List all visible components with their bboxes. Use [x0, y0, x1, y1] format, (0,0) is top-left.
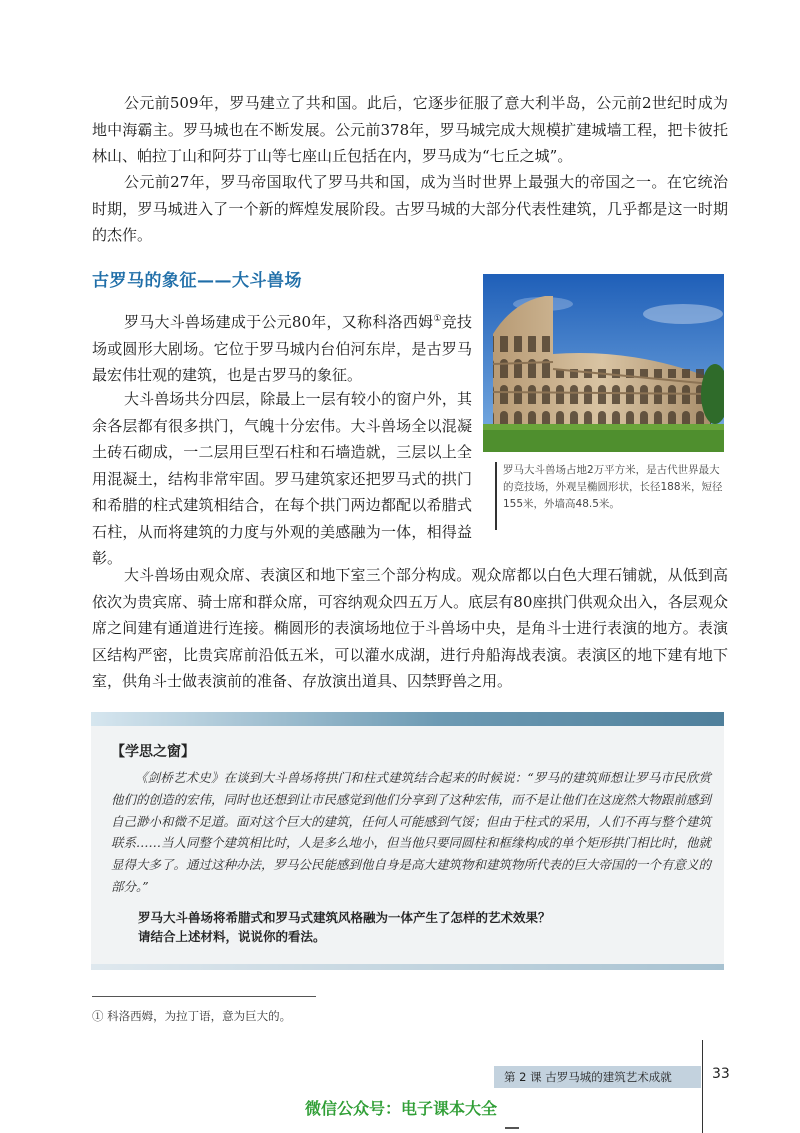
- footnote-marker[interactable]: ①: [433, 314, 442, 324]
- caption-bar: [495, 462, 497, 530]
- watermark: 微信公众号：电子课本大全: [305, 1099, 498, 1118]
- colosseum-paragraph-2: 大斗兽场共分四层，除最上一层有较小的窗户外，其余各层都有很多拱门，气魄十分宏伟。大斗兽场全以混凝土砖石砌成，一二层用巨型石柱和石墙造就，三层以上全用混凝土，结构非常牢固。罗马建筑家还把罗马式的拱门和希腊的柱式建筑相结合，在每个拱门两边都配以希腊式石柱，从而将建筑的力度与外观的美感融为一体，相得益彰。: [92, 390, 472, 567]
- colosseum-paragraph-1: [92, 306, 472, 389]
- study-box-header-bar: [91, 712, 724, 726]
- bottom-dash: [505, 1127, 519, 1129]
- footnote: ① 科洛西姆，为拉丁语，意为巨大的。: [92, 1009, 292, 1023]
- section-title: 古罗马的象征——大斗兽场: [92, 271, 302, 291]
- colosseum-paragraph-1-text: 罗马大斗兽场建成于公元80年，又称科洛西姆: [124, 313, 434, 331]
- study-box-title: 【学思之窗】: [111, 744, 195, 760]
- study-box-question-1: 罗马大斗兽场将希腊式和罗马式建筑风格融为一体产生了怎样的艺术效果？: [138, 910, 551, 925]
- footnote-divider: [92, 996, 316, 997]
- study-box-bottom-bar: [91, 964, 724, 970]
- intro-paragraph-2: 公元前27年，罗马帝国取代了罗马共和国，成为当时世界上最强大的帝国之一。在它统治时期，罗马城进入了一个新的辉煌发展阶段。古罗马城的大部分代表性建筑，几乎都是这一时期的杰作。: [92, 173, 728, 244]
- colosseum-paragraph-1-rest: 竞技场或圆形大剧场。它位于罗马城内台伯河东岸，是古罗马最宏伟壮观的建筑，也是古罗马的象征。: [92, 313, 472, 384]
- study-box-question-2: 请结合上述材料，说说你的看法。: [138, 929, 326, 944]
- footer-lesson-label: 第 2 课 古罗马城的建筑艺术成就: [504, 1070, 672, 1084]
- colosseum-paragraph-3: 大斗兽场由观众席、表演区和地下室三个部分构成。观众席都以白色大理石铺就，从低到高依次为贵宾席、骑士席和群众席，可容纳观众四五万人。底层有80座拱门供观众出入，各层观众席之间建有通道进行连接。椭圆形的表演场地位于斗兽场中央，是角斗士进行表演的地方。表演区结构严密，比贵宾席前沿低五米，可以灌水成湖，进行舟船海战表演。表演区的地下建有地下室，供角斗士做表演前的准备、存放演出道具、囚禁野兽之用。: [92, 566, 728, 690]
- study-box-quote: 《剑桥艺术史》在谈到大斗兽场将拱门和柱式建筑结合起来的时候说：“罗马的建筑师想让罗马市民欣赏他们的创造的宏伟，同时也还想到让市民感觉到他们分享到了这种宏伟，而不是让他们在这庞然大物跟前感到自己渺小和微不足道。面对这个巨大的建筑，任何人可能感到气馁；但由于柱式的采用，人们不再与整个建筑联系……当人同整个建筑相比时，人是多么地小，但当他只要同圆柱和框缘构成的单个矩形拱门相比时，他就显得大多了。通过这种办法，罗马公民能感到他自身是高大建筑物和建筑物所代表的巨大帝国的一个有意义的部分。”: [111, 770, 712, 894]
- study-box-questions: [138, 908, 698, 946]
- photo-caption: 罗马大斗兽场占地2万平方米，是古代世界最大的竞技场，外观呈椭圆形状，长径188米，短径155米，外墙高48.5米。: [503, 464, 723, 510]
- study-box: [91, 712, 724, 970]
- footer-divider: [702, 1040, 703, 1133]
- intro-paragraph-1: 公元前509年，罗马建立了共和国。此后，它逐步征服了意大利半岛，公元前2世纪时成为地中海霸主。罗马城也在不断发展。公元前378年，罗马城完成大规模扩建城墙工程，把卡彼托林山、帕拉丁山和阿芬丁山等七座山丘包括在内，罗马成为“七丘之城”。: [92, 94, 728, 165]
- page-number: 33: [712, 1066, 730, 1082]
- colosseum-photo: [483, 274, 724, 452]
